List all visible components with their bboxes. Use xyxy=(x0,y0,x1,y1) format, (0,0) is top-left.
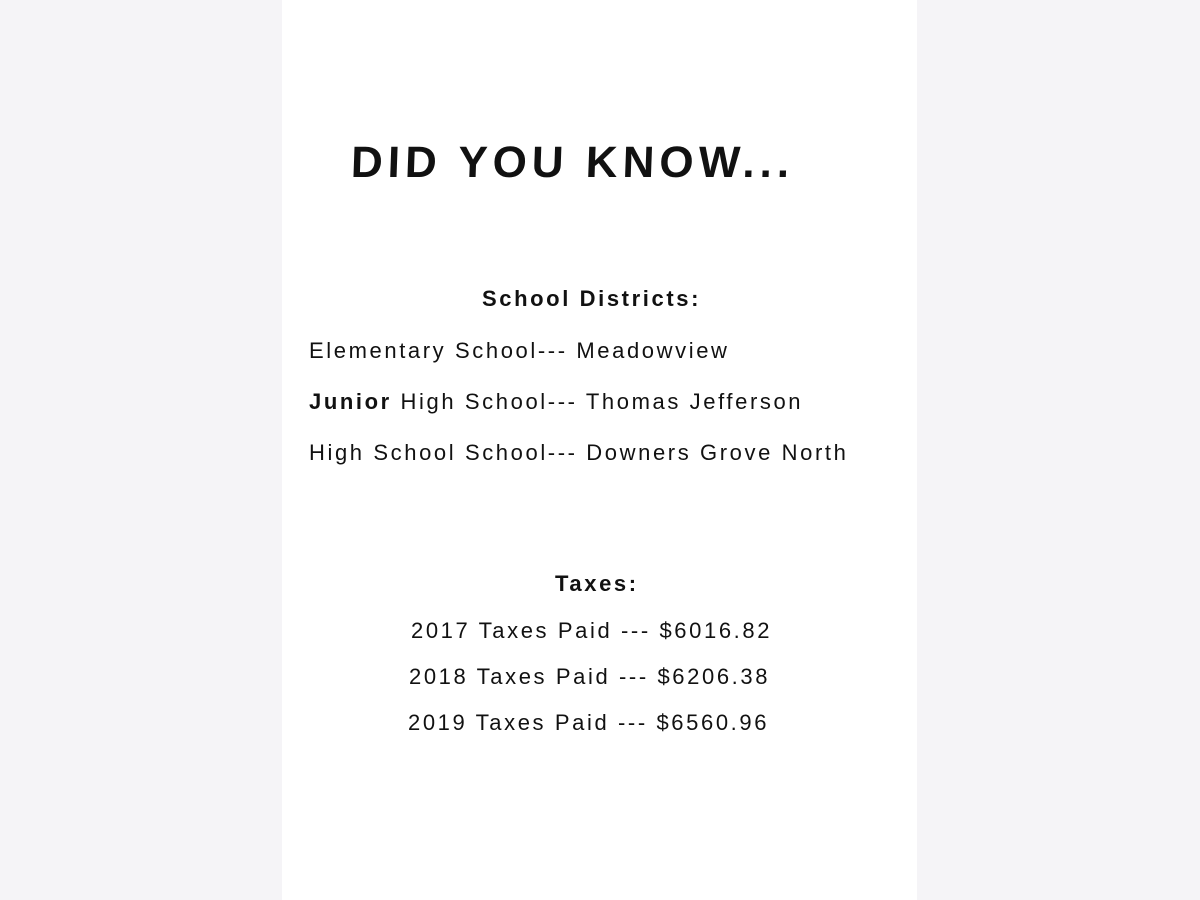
district-line-elementary xyxy=(309,338,730,364)
district-line-junior-high xyxy=(309,389,803,415)
tax-year: 2017 xyxy=(411,618,471,643)
tax-year: 2018 xyxy=(409,664,469,689)
district-label: High School School--- xyxy=(309,440,578,465)
taxes-heading: Taxes: xyxy=(555,571,639,596)
tax-line-2017 xyxy=(411,618,772,644)
tax-amount-text: Taxes Paid --- $6016.82 xyxy=(470,618,773,643)
school-districts-heading: School Districts: xyxy=(482,286,702,311)
tax-line-2018 xyxy=(409,664,770,690)
district-value: Thomas Jefferson xyxy=(577,389,804,414)
tax-amount-text: Taxes Paid --- $6560.96 xyxy=(467,710,770,735)
district-value: Meadowview xyxy=(567,338,730,363)
district-value: Downers Grove North xyxy=(577,440,849,465)
page-title: DID YOU KNOW... xyxy=(350,138,796,187)
district-line-high-school xyxy=(309,440,848,466)
tax-amount-text: Taxes Paid --- $6206.38 xyxy=(468,664,771,689)
district-label: Elementary School--- xyxy=(309,338,568,363)
district-label-emphasis: Junior xyxy=(309,389,392,414)
flyer-page xyxy=(282,0,917,900)
tax-year: 2019 xyxy=(408,710,468,735)
district-label: High School--- xyxy=(391,389,578,414)
tax-line-2019 xyxy=(408,710,769,736)
